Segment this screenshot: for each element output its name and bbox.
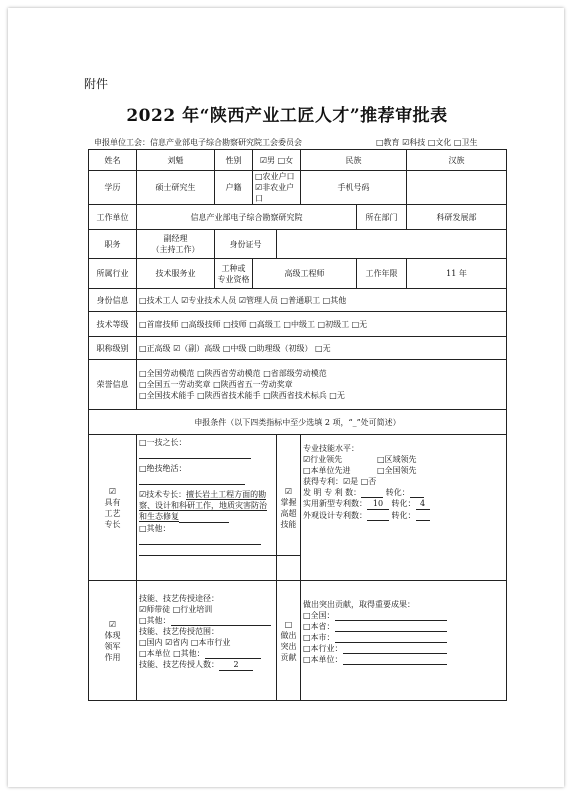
cat4-item-industry[interactable]: □本行业： (303, 643, 504, 654)
cat4-checkbox[interactable]: □ (284, 619, 293, 629)
cat1-label-2: 工艺 (104, 508, 121, 518)
gender-value[interactable]: ☑男 □女 (253, 150, 301, 171)
cat4-item-national[interactable]: □全国： (303, 610, 504, 621)
cat4-item-city[interactable]: □本市： (303, 632, 504, 643)
cat2-content[interactable] (301, 435, 507, 581)
cat2-level-row1[interactable]: ☑行业领先 □区域领先 (303, 455, 417, 464)
duty-value[interactable] (137, 230, 215, 259)
trade-label (215, 259, 253, 289)
hukou-agri[interactable]: □农业户口 (255, 172, 295, 181)
department-label: 所在部门 (357, 205, 407, 230)
cat2-design[interactable]: 外观设计专利数： 转化： (303, 510, 504, 521)
cat3-path-label: 技能、技艺传授途径： (139, 594, 219, 603)
cat3-count[interactable]: 技能、技艺传授人数： 2 (139, 659, 274, 671)
honor-line-1[interactable]: □全国劳动模范 □陕西省劳动模范 □省部级劳动模范 (139, 369, 327, 378)
education-label: 学历 (89, 171, 137, 205)
duty-label: 职务 (89, 230, 137, 259)
cat4-label-3: 贡献 (280, 652, 297, 662)
cat1-checkbox[interactable]: ☑ (108, 486, 117, 496)
cat4-content[interactable] (301, 581, 507, 701)
honor-line-3[interactable]: □全国技术能手 □陕西省技术能手 □陕西省技术标兵 □无 (139, 391, 345, 400)
title-level-options[interactable]: □正高级 ☑（副）高级 □中级 □助理级（初级） □无 (137, 337, 507, 360)
cat4-label-2: 突出 (280, 641, 297, 651)
phone-value[interactable] (407, 171, 507, 205)
hukou-options[interactable] (253, 171, 301, 205)
department-value[interactable]: 科研发展部 (407, 205, 507, 230)
years-label: 工作年限 (357, 259, 407, 289)
cat4-intro: 做出突出贡献，取得重要成果： (303, 600, 415, 609)
cat1-content[interactable] (137, 435, 277, 581)
cat2-patent[interactable]: 获得专利：☑是 □否 (303, 477, 377, 486)
cat4-item-unit[interactable]: □本单位： (303, 654, 504, 665)
cat1-item1[interactable]: □一技之长： (139, 437, 274, 459)
phone-label: 手机号码 (301, 171, 407, 205)
cat3-scope-label: 技能、技艺传授范围： (139, 627, 219, 636)
cat3-scope-2[interactable]: □本单位 □其他： (139, 648, 274, 659)
cat3-label-2: 领军 (104, 641, 121, 651)
identity-label: 身份信息 (89, 289, 137, 312)
cat3-path-2[interactable]: □其他： (139, 615, 274, 626)
trade-label-1: 工种或 (221, 263, 246, 273)
cat4-label-cell[interactable] (277, 581, 301, 701)
tech-level-label: 技术等级 (89, 312, 137, 337)
name-label: 姓名 (89, 150, 137, 171)
form-title: 2022 年“陕西产业工匠人才”推荐审批表 (126, 106, 448, 126)
title-level-label: 职称级别 (89, 337, 137, 360)
id-label: 身份证号 (215, 230, 277, 259)
workplace-label: 工作单位 (89, 205, 137, 230)
workplace-value[interactable]: 信息产业部电子综合勘察研究院 (137, 205, 357, 230)
trade-value[interactable]: 高级工程师 (253, 259, 357, 289)
cat2-label-1: 掌握 (280, 497, 297, 507)
cat2-invent[interactable]: 发 明 专 利 数： 转化： (303, 487, 504, 498)
cat3-label-1: 体现 (104, 630, 121, 640)
years-value[interactable]: 11 年 (407, 259, 507, 289)
cat4-label-1: 做出 (280, 630, 297, 640)
cat3-path-1[interactable]: ☑师带徒 □行业培训 (139, 605, 213, 614)
duty-line-1: 副经理 (163, 234, 188, 243)
cat1-item3-line2: 察、设计和科研工作，地质灾害防治 (139, 501, 267, 510)
cat1-label-3: 专长 (104, 519, 121, 529)
honor-label: 荣誉信息 (89, 360, 137, 410)
education-value[interactable]: 硕士研究生 (137, 171, 215, 205)
cat3-scope-1[interactable]: □国内 ☑省内 □本市行业 (139, 638, 231, 647)
cat2-level-row2[interactable]: □本单位先进 □全国领先 (303, 466, 417, 475)
cat3-label-3: 作用 (104, 652, 121, 662)
cat2-label-cell[interactable] (277, 435, 301, 581)
cat1-label-cell[interactable] (89, 435, 137, 581)
applicant-unit: 申报单位工会：信息产业部电子综合勘察研究院工会委员会 (94, 138, 302, 147)
ethnic-value[interactable]: 汉族 (407, 150, 507, 171)
cat4-item-province[interactable]: □本省： (303, 621, 504, 632)
attachment-label: 附件 (84, 77, 109, 91)
hukou-label: 户籍 (215, 171, 253, 205)
cat1-item4[interactable]: □其他： (139, 523, 274, 545)
cat1-item3-line3: 和生态修复 (139, 511, 274, 523)
industry-label: 所属行业 (89, 259, 137, 289)
recommendation-form-table (88, 149, 507, 701)
hukou-nonagri[interactable]: ☑非农业户口 (255, 183, 295, 203)
cat3-label-cell[interactable] (89, 581, 137, 701)
ethnic-label: 民族 (301, 150, 407, 171)
cat2-label-2: 高超 (280, 508, 297, 518)
trade-label-2: 专业资格 (217, 274, 250, 284)
cat1-item3[interactable]: ☑技术专长：擅长岩土工程方面的勘 (139, 490, 267, 499)
cat2-level-label: 专业技能水平： (303, 444, 359, 453)
cat1-item2[interactable]: □绝技绝活： (139, 463, 274, 485)
applicant-line (94, 137, 504, 148)
duty-line-2: （主持工作） (151, 245, 200, 254)
cat2-label-3: 技能 (280, 519, 297, 529)
name-value[interactable]: 刘魁 (137, 150, 215, 171)
cat2-utility[interactable]: 实用新型专利数： 10 转化： 4 (303, 498, 504, 510)
cat2-checkbox[interactable]: ☑ (284, 486, 293, 496)
tech-level-options[interactable]: □首席技师 □高级技师 □技师 □高级工 □中级工 □初级工 □无 (137, 312, 507, 337)
industry-value[interactable]: 技术服务业 (137, 259, 215, 289)
cat3-content[interactable] (137, 581, 277, 701)
id-value[interactable] (277, 230, 507, 259)
cat3-checkbox[interactable]: ☑ (108, 619, 117, 629)
conditions-header: 申报条件（以下四类指标中至少选填 2 项，“_”处可简述） (89, 410, 507, 435)
honor-options[interactable] (137, 360, 507, 410)
identity-options[interactable]: □技术工人 ☑专业技术人员 ☑管理人员 □普通职工 □其他 (137, 289, 507, 312)
category-checkboxes[interactable]: □教育 ☑科技 □文化 □卫生 (376, 138, 478, 147)
cat1-label-1: 具有 (104, 497, 121, 507)
honor-line-2[interactable]: □全国五一劳动奖章 □陕西省五一劳动奖章 (139, 380, 293, 389)
gender-label: 性别 (215, 150, 253, 171)
